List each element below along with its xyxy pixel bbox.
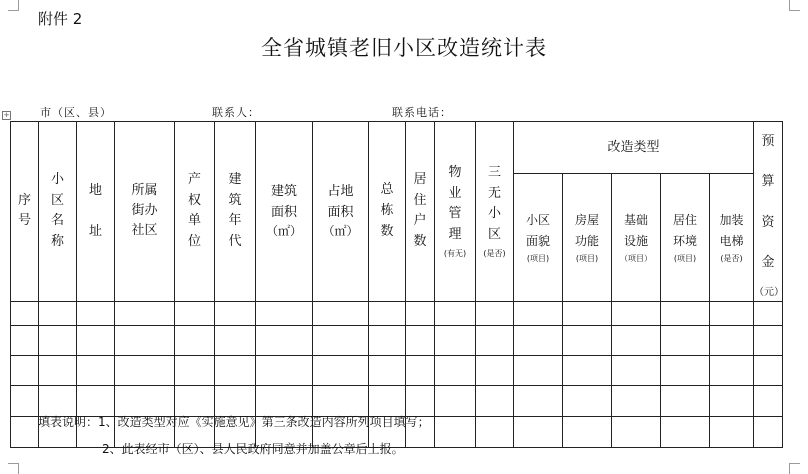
page-corner-mark: [8, 463, 19, 474]
table-cell[interactable]: [661, 416, 710, 447]
table-cell[interactable]: [661, 301, 710, 325]
header-sanwu: 三无小区 (是否): [476, 122, 514, 302]
table-cell[interactable]: [563, 385, 612, 416]
table-cell[interactable]: [215, 385, 256, 416]
table-cell[interactable]: [39, 301, 77, 325]
header-building-area: 建筑面积 （㎡）: [256, 122, 313, 302]
table-cell[interactable]: [754, 355, 783, 385]
header-property: 物业管理 (有无): [435, 122, 476, 302]
table-cell[interactable]: [661, 325, 710, 355]
header-address: 地址: [77, 122, 115, 302]
table-cell[interactable]: [77, 385, 115, 416]
table-cell[interactable]: [313, 385, 369, 416]
table-cell[interactable]: [563, 325, 612, 355]
header-reform-housing: 房屋功能 (项目): [563, 174, 612, 301]
table-cell[interactable]: [313, 355, 369, 385]
page-title: 全省城镇老旧小区改造统计表: [261, 36, 547, 60]
page-corner-mark: [789, 0, 800, 11]
table-row: [11, 325, 783, 355]
table-cell[interactable]: [612, 301, 661, 325]
table-cell[interactable]: [369, 325, 406, 355]
city-field-label: 市（区、县）: [40, 106, 112, 119]
table-cell[interactable]: [313, 325, 369, 355]
table-cell[interactable]: [563, 355, 612, 385]
table-cell[interactable]: [406, 301, 435, 325]
header-households: 居住户数: [406, 122, 435, 302]
fill-instruction-2: 2、此表经市（区）、县人民政府同意并加盖公章后上报。: [102, 442, 404, 456]
table-cell[interactable]: [115, 325, 175, 355]
header-community: 所属街办社区: [115, 122, 175, 302]
table-cell[interactable]: [11, 325, 39, 355]
table-cell[interactable]: [710, 385, 754, 416]
table-cell[interactable]: [476, 385, 514, 416]
table-cell[interactable]: [406, 355, 435, 385]
table-cell[interactable]: [754, 416, 783, 447]
table-cell[interactable]: [115, 385, 175, 416]
fill-instruction-1: 填表说明：1、改造类型对应《实施意见》第三条改造内容所列项目填写；: [38, 415, 430, 429]
table-cell[interactable]: [175, 325, 215, 355]
header-land-area: 占地面积 （㎡）: [313, 122, 369, 302]
page-corner-mark: [789, 463, 800, 474]
table-cell[interactable]: [710, 355, 754, 385]
table-cell[interactable]: [514, 325, 563, 355]
table-cell[interactable]: [612, 385, 661, 416]
table-cell[interactable]: [754, 385, 783, 416]
table-cell[interactable]: [215, 325, 256, 355]
table-cell[interactable]: [710, 301, 754, 325]
table-cell[interactable]: [612, 355, 661, 385]
table-cell[interactable]: [11, 355, 39, 385]
table-cell[interactable]: [435, 385, 476, 416]
table-cell[interactable]: [256, 355, 313, 385]
header-budget: 预算资金 （元）: [754, 122, 783, 302]
table-cell[interactable]: [369, 301, 406, 325]
table-cell[interactable]: [476, 416, 514, 447]
header-reform-group: 改造类型: [514, 122, 754, 174]
table-cell[interactable]: [369, 355, 406, 385]
header-reform-infrastructure: 基础设施 （项目）: [612, 174, 661, 301]
header-reform-environment: 居住环境 (项目): [661, 174, 710, 301]
table-cell[interactable]: [710, 325, 754, 355]
table-cell[interactable]: [77, 355, 115, 385]
table-cell[interactable]: [435, 416, 476, 447]
table-row: [11, 355, 783, 385]
table-cell[interactable]: [39, 325, 77, 355]
table-cell[interactable]: [77, 325, 115, 355]
table-cell[interactable]: [11, 385, 39, 416]
table-cell[interactable]: [612, 325, 661, 355]
table-cell[interactable]: [39, 355, 77, 385]
table-cell[interactable]: [435, 301, 476, 325]
phone-field-label: 联系电话：: [392, 106, 452, 119]
header-buildings: 总栋数: [369, 122, 406, 302]
table-cell[interactable]: [514, 385, 563, 416]
table-cell[interactable]: [11, 301, 39, 325]
table-cell[interactable]: [563, 301, 612, 325]
table-cell[interactable]: [175, 385, 215, 416]
table-cell[interactable]: [39, 385, 77, 416]
table-cell[interactable]: [514, 416, 563, 447]
table-anchor-icon[interactable]: +: [3, 111, 10, 119]
table-cell[interactable]: [476, 355, 514, 385]
table-cell[interactable]: [563, 416, 612, 447]
table-cell[interactable]: [476, 325, 514, 355]
header-row: [11, 122, 783, 174]
table-cell[interactable]: [256, 301, 313, 325]
attachment-label: 附件 2: [38, 10, 83, 28]
table-row: [11, 385, 783, 416]
contact-field-label: 联系人：: [212, 106, 260, 119]
header-reform-appearance: 小区面貌 (项目): [514, 174, 563, 301]
table-cell[interactable]: [661, 355, 710, 385]
table-cell[interactable]: [476, 301, 514, 325]
table-cell[interactable]: [435, 325, 476, 355]
table-cell[interactable]: [661, 385, 710, 416]
table-cell[interactable]: [313, 301, 369, 325]
table-cell[interactable]: [256, 385, 313, 416]
header-reform-elevator: 加装电梯 (是否): [710, 174, 754, 301]
table-cell[interactable]: [754, 301, 783, 325]
table-cell[interactable]: [435, 355, 476, 385]
table-cell[interactable]: [406, 385, 435, 416]
table-cell[interactable]: [406, 325, 435, 355]
table-cell[interactable]: [369, 385, 406, 416]
statistics-table: [10, 121, 783, 448]
table-cell[interactable]: [612, 416, 661, 447]
table-cell[interactable]: [514, 355, 563, 385]
header-owner: 产权单位: [175, 122, 215, 302]
table-cell[interactable]: [256, 325, 313, 355]
table-cell[interactable]: [514, 301, 563, 325]
table-cell[interactable]: [115, 301, 175, 325]
table-cell[interactable]: [215, 355, 256, 385]
table-cell[interactable]: [754, 325, 783, 355]
table-cell[interactable]: [175, 355, 215, 385]
page-corner-mark: [8, 0, 19, 11]
header-name: 小区名称: [39, 122, 77, 302]
header-year: 建筑年代: [215, 122, 256, 302]
table-cell[interactable]: [710, 416, 754, 447]
table-cell[interactable]: [11, 416, 39, 447]
table-cell[interactable]: [77, 301, 115, 325]
header-seq: 序号: [11, 122, 39, 302]
table-row: [11, 301, 783, 325]
table-cell[interactable]: [175, 301, 215, 325]
table-cell[interactable]: [215, 301, 256, 325]
table-cell[interactable]: [115, 355, 175, 385]
